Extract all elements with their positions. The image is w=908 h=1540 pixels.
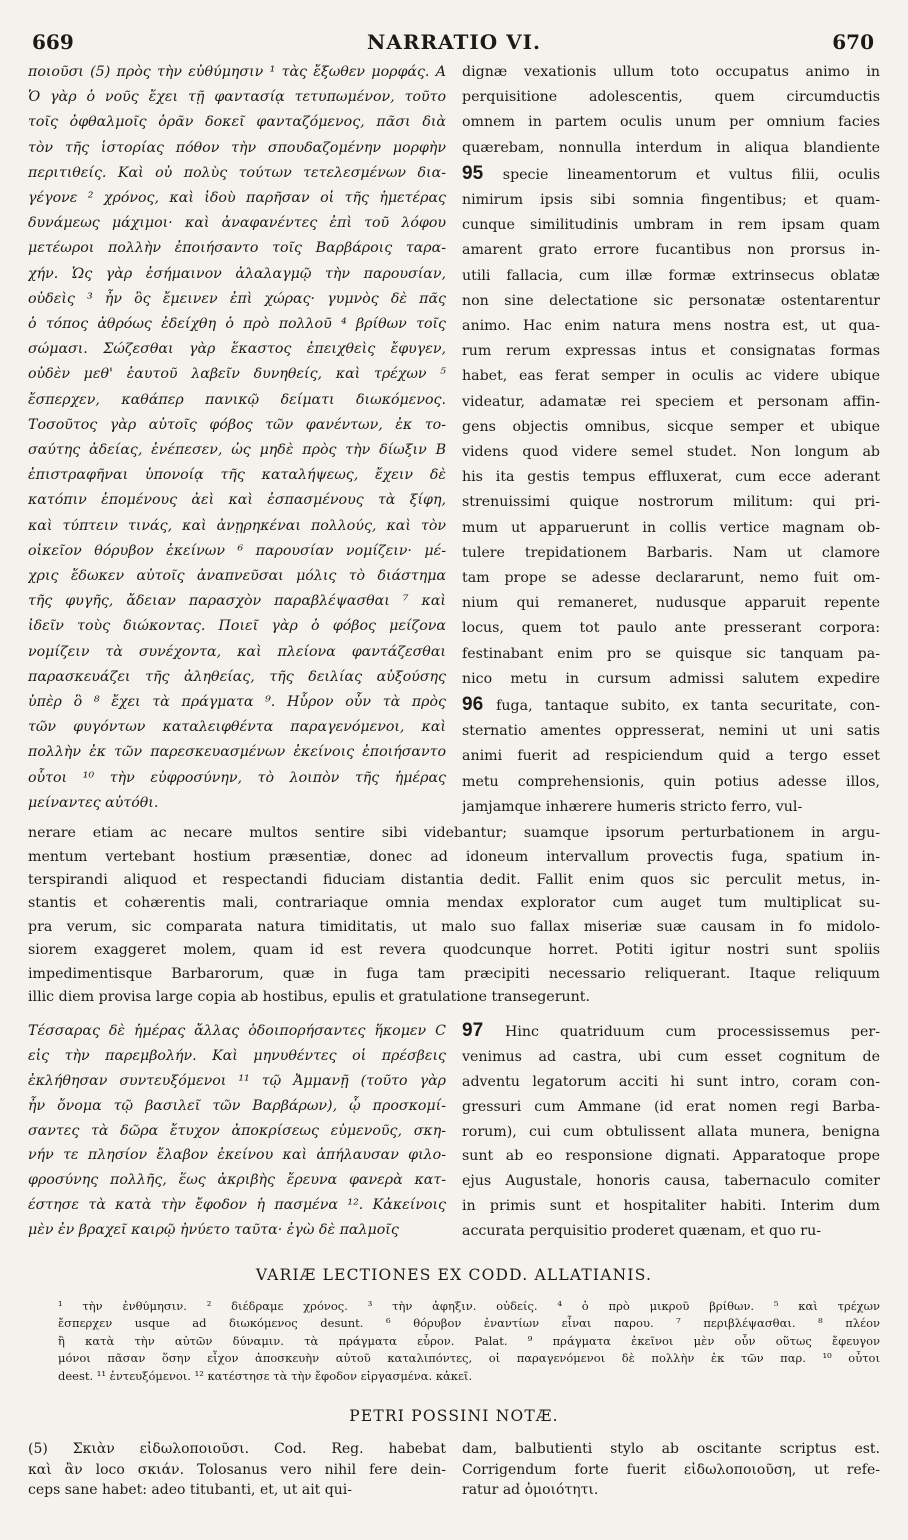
latin-text-line: nerare etiam ac necare multos sentire sibi videbantur; suamque ipsorum perturbationem in argu- bbox=[28, 825, 880, 842]
greek-text-line: τὸν τῆς ἱστορίας πόθον τὴν σπουδαζομένην μορφὴν bbox=[28, 139, 446, 156]
greek-text-line: σαύτης ἀδείας, ἐνέπεσεν, ὡς μηδὲ πρὸς τὴν δίωξιν B bbox=[28, 442, 446, 459]
greek-text-line: ἔσπερχεν, καθάπερ πανικῷ δείματι διωκόμενος. bbox=[28, 391, 446, 408]
book-page bbox=[28, 30, 880, 1501]
variant-reading-line: ¹ τὴν ἐνθύμησιν. ² διέδραμε χρόνος. ³ τὴν ἀφηξιν. οὐδείς. ⁴ ὁ πρὸ μικροῦ βρίθων. ⁵ καὶ τρέχων bbox=[58, 1298, 880, 1313]
variant-reading-line: ἔσπερχεν usque ad διωκόμενος desunt. ⁶ θόρυβον ἐναντίων εἶναι παρου. ⁷ περιβλέψασθαι. ⁸ πλέον bbox=[58, 1316, 880, 1331]
variae-lectiones bbox=[28, 1298, 880, 1386]
latin-text-line: in primis sunt et hospitaliter habiti. Interim dum bbox=[462, 1197, 880, 1214]
greek-text-line: γέγονε ² χρόνος, καὶ ἰδοὺ παρῆσαν οἱ τῆς ἡμετέρας bbox=[28, 190, 446, 207]
running-title: NARRATIO VI. bbox=[367, 30, 541, 54]
greek-text-line: ἰδεῖν τοὺς διώκοντας. Ποιεῖ γὰρ ὁ φόβος μείζονα bbox=[28, 618, 446, 635]
latin-text-line: videatur, adamatæ rei speciem et personam affin- bbox=[462, 393, 880, 410]
greek-text-line: μὲν ἐν βραχεῖ καιρῷ ἠνύετο ταῦτα· ἐγὼ δὲ παλμοῖς bbox=[28, 1221, 399, 1238]
greek-text-line: χρις ἔδωκεν αὐτοῖς ἀναπνεῦσαι μόλις τὸ διάστημα bbox=[28, 568, 446, 585]
page-header bbox=[28, 30, 880, 60]
greek-text-line: σώμασι. Σώζεσθαι γὰρ ἕκαστος ἐπειχθεὶς ἔφυγεν, bbox=[28, 341, 446, 358]
latin-text-line: his ita gestis tempus effluxerat, cum ecce aderant bbox=[462, 469, 880, 486]
greek-text-line: ἐκλήθησαν συντευξόμενοι ¹¹ τῷ Ἀμμανῇ (τοῦτο γὰρ bbox=[28, 1072, 446, 1089]
note-line: (5) Σκιὰν εἰδωλοποιοῦσι. Cod. Reg. habebat bbox=[28, 1441, 446, 1458]
latin-text-line: pra verum, sic comparata natura timiditatis, ut malo suo fallax miseriæ suæ causam in fo midolo- bbox=[28, 918, 880, 935]
greek-text-line: πολλὴν ἐκ τῶν παρεσκευασμένων ἐκείνοις ἐποιήσαντο bbox=[28, 744, 446, 761]
latin-text-line: habet, eas ferat semper in oculis ac videre ubique bbox=[462, 368, 880, 385]
latin-full-width-text bbox=[28, 822, 880, 1009]
variae-lectiones-heading: VARIÆ LECTIONES EX CODD. ALLATIANIS. bbox=[255, 1265, 653, 1284]
greek-text-line: ὑπὲρ ὃ ⁸ ἔχει τὰ πράγματα ⁹. Ηὗρον οὖν τὰ πρὸς bbox=[28, 694, 446, 711]
notes-heading: PETRI POSSINI NOTÆ. bbox=[349, 1407, 559, 1426]
latin-text-line: adventu legatorum acciti hi sunt intro, coram con- bbox=[462, 1073, 880, 1090]
latin-text-line: cunque similitudinis umbram in rem ipsam quam bbox=[462, 217, 880, 234]
latin-text-line: nimirum ipsis sibi somnia fingentibus; et quam- bbox=[462, 192, 880, 209]
latin-text-line: omnem in partem oculis unum per omnium facies bbox=[462, 114, 880, 131]
latin-text-line: non sine delectatione sic personatæ ostentarentur bbox=[462, 292, 880, 309]
greek-text-line: χήν. Ὡς γὰρ ἐσήμαινον ἀλαλαγμῷ τὴν παρουσίαν, bbox=[28, 265, 446, 282]
variant-reading-line: μόνοι πᾶσαν ὅσην εἶχον ἀποσκευὴν αὐτοῦ καταλιπόντες, οἱ παραγενόμενοι δὲ πολλὴν ἐκ τῶν παρ. ¹⁰ οὗτοι bbox=[58, 1351, 880, 1366]
latin-text-line: rum rerum expressas intus et consignatas formas bbox=[462, 343, 880, 360]
latin-text-line: ejus Augustale, honoris causa, tabernaculo comiter bbox=[462, 1173, 880, 1190]
variant-reading-line: deest. ¹¹ ἐντευξόμενοι. ¹² κατέστησε τὰ τὴν ἔφοδον εἰργασμένα. κἀκεῖ. bbox=[58, 1368, 473, 1383]
notes-section bbox=[28, 1439, 880, 1501]
latin-text-line: gens objectis omnibus, sicque semper et ubique bbox=[462, 418, 880, 435]
greek-text-line: μείναντες αὐτόθι. bbox=[28, 794, 159, 811]
greek-text-line: οὐδεὶς ³ ἦν ὃς ἔμεινεν ἐπὶ χώρας· γυμνὸς δὲ πᾶς bbox=[28, 290, 446, 307]
greek-text-line: δυνάμεως μάχιμοι· καὶ ἀναφανέντες ἐπὶ τοῦ λόφου bbox=[28, 215, 446, 232]
note-line: καὶ ἂν loco σκιάν. Tolosanus vero nihil fere dein- bbox=[28, 1461, 446, 1478]
latin-text-line: festinabant enim pro se quisque sic tanquam pa- bbox=[462, 645, 880, 662]
page-number-right: 670 bbox=[832, 30, 874, 54]
latin-text-line: 95 specie lineamentorum et vultus filii, oculis bbox=[462, 162, 880, 184]
latin-text-line: sunt ab eo responsione dignati. Apparatoque prope bbox=[462, 1148, 880, 1165]
latin-text-line: sternatio amentes oppresserat, nemini ut uni satis bbox=[462, 723, 880, 740]
greek-text-line: Τοσοῦτος γὰρ αὐτοῖς φόβος τῶν φανέντων, ἐκ το- bbox=[28, 416, 446, 433]
greek-text-line: έστησε τὰ κατὰ τὴν ἔφοδον ἡ πασμένα ¹². Κἀκείνοις bbox=[28, 1196, 446, 1213]
note-line: ratur ad ὁμοιότητι. bbox=[462, 1482, 599, 1499]
notes-left-column bbox=[28, 1439, 446, 1501]
greek-text-line: ἦν ὄνομα τῷ βασιλεῖ τῶν Βαρβάρων), ᾧ προσκομί- bbox=[28, 1097, 446, 1114]
note-line: ceps sane habet: adeo titubanti, et, ut ait qui- bbox=[28, 1482, 352, 1499]
greek-text-line: σαντες τὰ δῶρα ἔτυχον ἀποκρίσεως εὐμενοῦς, σκη- bbox=[28, 1122, 446, 1139]
latin-text-line: terspirandi aliquod et respectandi fiduciam distantia dedit. Fallit enim quos sic perculit metus, in- bbox=[28, 871, 880, 888]
greek-text-line: καὶ τύπτειν τινάς, καὶ ἀνῃρηκέναι πολλούς, καὶ τὸν bbox=[28, 517, 446, 534]
section-number: 95 bbox=[462, 162, 503, 184]
notes-right-column bbox=[462, 1439, 880, 1501]
latin-text-line: gressuri cum Ammane (id erat nomen regi Barba- bbox=[462, 1098, 880, 1115]
latin-column-bottom bbox=[462, 1019, 880, 1243]
latin-text-line: 96 fuga, tantaque subito, ex tanta securitate, con- bbox=[462, 694, 880, 716]
greek-column-bottom bbox=[28, 1019, 446, 1243]
latin-text-line: illic diem provisa large copia ab hostibus, epulis et gratulatione transegerunt. bbox=[28, 988, 590, 1005]
page-number-left: 669 bbox=[32, 30, 74, 54]
latin-text-line: metu comprehensionis, quin potius adesse illos, bbox=[462, 773, 880, 790]
variant-reading-line: ἢ κατὰ τὴν αὐτῶν δύναμιν. τὰ πράγματα εὗρον. Palat. ⁹ πράγματα ἐκεῖνοι μὲν οὖν οὕτως ἔφευγον bbox=[58, 1333, 880, 1348]
latin-text-line: dignæ vexationis ullum toto occupatus animo in bbox=[462, 64, 880, 80]
latin-text-line: jamjamque inhærere humeris stricto ferro, vul- bbox=[462, 798, 803, 815]
greek-text-line: μετέωροι πολλὴν ἐποιήσαντο τοῖς Βαρβάροις ταρα- bbox=[28, 240, 446, 257]
greek-text-line: νήν τε πλησίον ἔλαβον ἐκείνου καὶ ἀπήλαυσαν φιλο- bbox=[28, 1147, 446, 1164]
latin-text-line: animi fuerit ad respiciendum quid a tergo esset bbox=[462, 748, 880, 765]
parallel-text-bottom bbox=[28, 1019, 880, 1243]
note-line: dam, balbutienti stylo ab oscitante scriptus est. bbox=[462, 1441, 880, 1458]
latin-text-line: stantis et cohærentis mali, contrariaque omnia mendax explorator cum auget tum multiplicat su- bbox=[28, 895, 880, 912]
section-number: 97 bbox=[462, 1020, 505, 1042]
greek-text-line: τῶν φυγόντων καταλειφθέντα παραγενόμενοι, καὶ bbox=[28, 719, 446, 736]
latin-text-line: amarent grato errore fucantibus non prorsus in- bbox=[462, 242, 880, 259]
greek-text-line: τῆς φυγῆς, ἄδειαν παρασχὸν παραβλέψασθαι ⁷ καὶ bbox=[28, 593, 446, 610]
latin-text-line: perquisitione adolescentis, quem circumductis bbox=[462, 89, 880, 106]
latin-text-line: 97 Hinc quatriduum cum processissemus per- bbox=[462, 1020, 880, 1042]
latin-text-line: videns quod videre semel studet. Non longum ab bbox=[462, 444, 880, 461]
latin-text-line: quærebam, nonnulla interdum in aliqua blandiente bbox=[462, 139, 880, 156]
latin-text-line: rorum), cui cum obtulissent allata munera, benigna bbox=[462, 1123, 880, 1140]
greek-text-line: ἐπιστραφῆναι ὑπονοίᾳ τῆς καταλήψεως, ἔχειν δὲ bbox=[28, 467, 446, 484]
latin-text-line: venimus ad castra, ubi cum esset cognitum de bbox=[462, 1049, 880, 1066]
greek-text-line: οὗτοι ¹⁰ τὴν εὐφροσύνην, τὸ λοιπὸν τῆς ἡμέρας bbox=[28, 769, 446, 786]
greek-text-line: οἰκεῖον θόρυβον ἐκείνων ⁶ παρουσίαν νομίζειν· μέ- bbox=[28, 542, 446, 559]
latin-text-line: locus, quem tot paulo ante presserant corpora: bbox=[462, 620, 880, 637]
greek-text-line: περιτιθείς. Καὶ οὐ πολὺς τούτων τετελεσμένων δια- bbox=[28, 164, 446, 181]
latin-text-line: nium qui remaneret, nudusque apparuit repente bbox=[462, 595, 880, 612]
latin-text-line: accurata perquisitio proderet quænam, et quo ru- bbox=[462, 1222, 822, 1239]
latin-text-line: animo. Hac enim natura mens nostra est, ut qua- bbox=[462, 318, 880, 335]
latin-text-line: mum ut apparuerunt in collis vertice magnam ob- bbox=[462, 519, 880, 536]
latin-text-line: utili fallacia, cum illæ formæ extrinsecus oblatæ bbox=[462, 267, 880, 284]
greek-text-line: Ὁ γὰρ ὁ νοῦς ἔχει τῇ φαντασίᾳ τετυπωμένον, τοῦτο bbox=[28, 89, 446, 106]
latin-text-line: tam prope se adesse declararunt, nemo fuit om- bbox=[462, 570, 880, 587]
greek-text-line: οὐδὲν μεθ' ἑαυτοῦ λαβεῖν δυνηθείς, καὶ τρέχων ⁵ bbox=[28, 366, 446, 383]
greek-text-line: εἰς τὴν παρεμβολήν. Καὶ μηνυθέντες οἱ πρέσβεις bbox=[28, 1048, 446, 1065]
greek-text-line: παρασκευάζει τῆς ἀληθείας, τῆς δειλίας αὐξούσης bbox=[28, 668, 446, 685]
latin-text-line: impedimentisque Barbarorum, quæ in fuga tam præcipiti necessario reliquerant. Itaque reliquum bbox=[28, 965, 880, 982]
note-line: Corrigendum forte fuerit εἰδωλοποιοῦση, ut refe- bbox=[462, 1461, 880, 1478]
latin-text-line: tulere trepidationem Barbaris. Nam ut clamore bbox=[462, 544, 880, 561]
section-number: 96 bbox=[462, 694, 497, 716]
greek-column bbox=[28, 60, 446, 820]
greek-text-line: κατόπιν ἑπομένους ἀεὶ καὶ ἐσπασμένους τὰ ξίφη, bbox=[28, 492, 446, 509]
greek-text-line: ποιοῦσι (5) πρὸς τὴν εὐθύμησιν ¹ τὰς ἔξωθεν μορφάς. A bbox=[28, 64, 446, 80]
greek-text-line: Τέσσαρας δὲ ἡμέρας ἄλλας ὁδοιπορήσαντες ἥκομεν C bbox=[28, 1023, 446, 1040]
latin-text-line: mentum vertebant hostium præsentiæ, donec ad idoneum intervallum provectis fuga, spatium in- bbox=[28, 848, 880, 865]
latin-text-line: strenuissimi quique nostrorum militum: qui pri- bbox=[462, 494, 880, 511]
greek-text-line: φροσύνης πολλῆς, ἕως ἀκριβὴς ἔρευνα φανερὰ κατ- bbox=[28, 1172, 446, 1189]
latin-text-line: siorem exaggeret molem, quam id est revera quodcunque horret. Potiti igitur nostri sunt spoliis bbox=[28, 942, 880, 959]
latin-column bbox=[462, 60, 880, 820]
greek-text-line: νομίζειν τὰ συνέχοντα, καὶ πλείονα φαντάζεσθαι bbox=[28, 643, 446, 660]
parallel-text-top bbox=[28, 60, 880, 820]
greek-text-line: ὁ τόπος ἀθρόως ἐδείχθη ὁ πρὸ πολλοῦ ⁴ βρίθων τοῖς bbox=[28, 316, 446, 333]
latin-text-line: nico metu in cursum admissi salutem expedire bbox=[462, 670, 880, 687]
greek-text-line: τοῖς ὀφθαλμοῖς ὁρᾶν δοκεῖ φανταζόμενος, πᾶσι διὰ bbox=[28, 114, 446, 131]
